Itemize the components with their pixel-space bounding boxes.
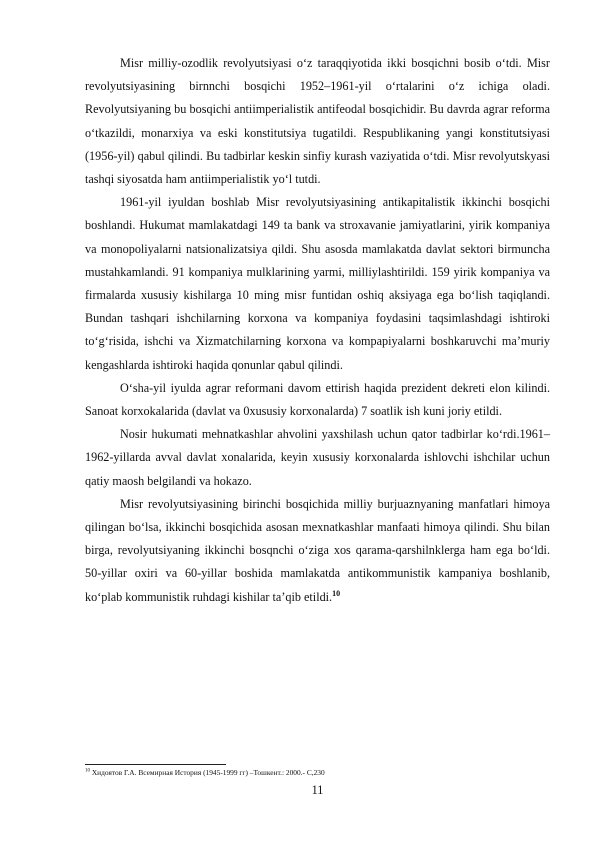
footnote-text: Хидоятов Г.А. Всемирная История (1945-1999 гг) –Тошкент.: 2000.- С,230 (90, 768, 325, 777)
paragraph-5-text: Misr revolyutsiyasining birinchi bosqichida milliy burjuaznyaning manfatlari himoya qilingan bo‘lsa, ikkinchi bosqichida asosan mexnatkashlar manfaati himoya qilindi. Shu bilan birga, revolyutsiyaning ikkinchi bosqnchi o‘ziga xos qarama-qarshilnklerga ham ega bo‘ldi. 50-yillar oxiri va 60-yillar boshida mamlakatda antikommunistik kampaniya boshlanib, ko‘plab kommunistik ruhdagi kishilar ta’qib etildi. (85, 496, 550, 604)
document-body (85, 52, 550, 609)
paragraph-2: 1961-yil iyuldan boshlab Misr revolyutsiyasining antikapitalistik ikkinchi bosqichi boshlandi. Hukumat mamlakatdagi 149 ta bank va stroxavanie jamiyatlarini, yirik kompaniya va monopoliyalarni natsionalizatsiya qildi. Shu asosda mamlakatda davlat sektori birmuncha mustahkamlandi. 91 kompaniya mulklarining yarmi, milliylashtirildi. 159 yirik kompaniya va firmalarda xususiy kishilarga 10 ming misr funtidan oshiq aksiyaga ega bo‘lish taqiqlandi. Bundan tashqari ishchilarning korxona va kompaniya foydasini taqsimlashdagi ishtiroki to‘g‘risida, ishchi va Xizmatchilarning korxona va kompapiyalarni boshkaruvchi ma’muriy kengashlarda ishtiroki haqida qonunlar qabul qilindi. (85, 195, 550, 372)
footnote (85, 768, 555, 778)
paragraph-1: Misr milliy-ozodlik revolyutsiyasi o‘z taraqqiyotida ikki bosqichni bosib o‘tdi. Misr revolyutsiyasining birnnchi bosqichi 1952–1961-yil o‘rtalarini o‘z ichiga oladi. Revolyutsiyaning bu bosqichi antiimperialistik antifeodal bosqichidir. Bu davrda agrar reforma o‘tkazildi, monarxiya va eski konstitutsiya tugatildi. Respublikaning yangi konstitutsiyasi (1956-yil) qabul qilindi. Bu tadbirlar keskin sinfiy kurash vaziyatida o‘tdi. Misr revolyutskyasi tashqi siyosatda ham antiimperialistik yo‘l tutdi. (85, 56, 550, 187)
page-number: 11 (311, 783, 324, 797)
footnote-marker: 10 (85, 768, 90, 774)
footnote-divider (85, 764, 226, 765)
footnote-reference[interactable]: 10 (332, 588, 341, 598)
paragraph-3: O‘sha-yil iyulda agrar reformani davom ettirish haqida prezident dekreti elon kilindi. Sanoat korxokalarida (davlat va 0xususiy korxonalarda) 7 soatlik ish kuni joriy etildi. (85, 380, 550, 419)
paragraph-5 (85, 493, 550, 609)
paragraph-4: Nosir hukumati mehnatkashlar ahvolini yaxshilash uchun qator tadbirlar ko‘rdi.1961–1962-yillarda avval davlat xonalarida, keyin xususiy korxonalarda ishlovchi ishchilar uchun qatiy maosh belgilandi va hokazo. (85, 427, 550, 488)
